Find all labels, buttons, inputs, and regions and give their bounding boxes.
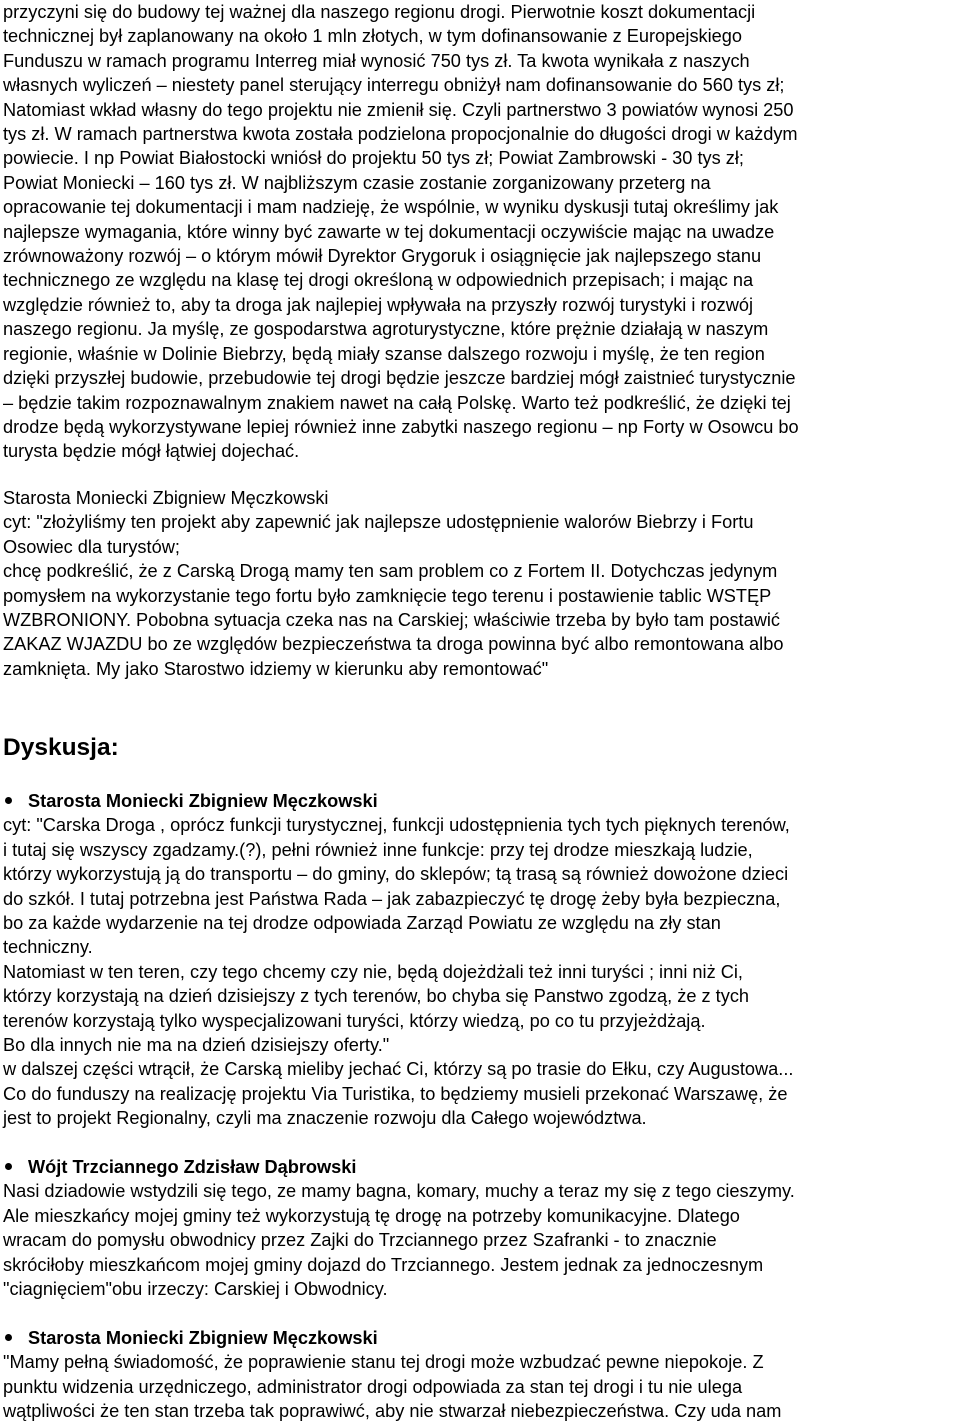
- text-line: naszego regionu. Ja myślę, ze gospodarstwa agroturystyczne, które prężnie działają w naszym: [3, 319, 769, 340]
- speaker-name: Starosta Moniecki Zbigniew Męczkowski: [28, 1328, 378, 1348]
- bullet-icon: [5, 1163, 12, 1170]
- text-line: Funduszu w ramach programu Interreg miał wynosić 750 tys zł. Ta kwota wynikała z naszych: [3, 50, 750, 71]
- bullet-speaker: [0, 789, 957, 813]
- text-line: WZBRONIONY. Pobobna sytuacja czeka nas na Carskiej; właściwie trzeba by było tam postawić: [3, 610, 780, 631]
- text-line: zrównoważony rozwój – o którym mówił Dyrektor Grygoruk i osiągnięcie jak najlepszego stanu: [3, 246, 762, 267]
- text-line: którzy korzystają na dzień dzisiejszy z tych terenów, bo chyba się Panstwo zgodzą, że z tych: [3, 986, 750, 1007]
- speaker-name: Starosta Moniecki Zbigniew Męczkowski: [3, 488, 329, 508]
- entry-text: [0, 1179, 957, 1301]
- text-line: przyczyni się do budowy tej ważnej dla naszego regionu drogi. Pierwotnie koszt dokumentacji: [3, 2, 756, 22]
- text-line: Powiat Moniecki – 160 tys zł. W najbliższym czasie zostanie zorganizowany przeterg na: [3, 172, 711, 193]
- text-line: techniczny.: [3, 937, 93, 958]
- text-line: "Mamy pełną świadomość, że poprawienie stanu tej drogi może wzbudzać pewne niepokoje. Z: [3, 1352, 764, 1373]
- text-line: do szkół. I tutaj potrzebna jest Państwa Rada – jak zabazpieczyć tę drogę żeby była bezpieczna,: [3, 888, 781, 909]
- text-line: ZAKAZ WJAZDU bo ze względów bezpieczeństwa ta droga powinna być albo remontowana albo: [3, 634, 784, 655]
- entry-text: [0, 1350, 957, 1423]
- text-line: cyt: "Carska Droga , oprócz funkcji turystycznej, funkcji udostępnienia tych tych pięknych terenów,: [3, 815, 790, 836]
- text-line: – będzie takim rozpoznawalnym znakiem nawet na całą Polskę. Warto też podkreślić, że dzięki tej: [3, 392, 791, 413]
- bullet-speaker: [0, 1155, 957, 1179]
- text-line: pomysłem na wykorzystanie tego fortu było zamknięcie tego terenu i postawienie tablic WSTĘP: [3, 585, 772, 606]
- text-line: powiecie. I np Powiat Białostocki wniósł do projektu 50 tys zł; Powiat Zambrowski - 30 tys zł;: [3, 148, 744, 169]
- text-line: tys zł. W ramach partnerstwa kwota została podzielona propocjonalnie do długości drogi w każdym: [3, 124, 798, 145]
- intro-paragraph: [3, 0, 957, 464]
- text-line: Nasi dziadowie wstydzili się tego, ze mamy bagna, komary, muchy a teraz my się z tego cieszymy.: [3, 1181, 795, 1202]
- text-line: wracam do pomysłu obwodnicy przez Zajki do Trzciannego przez Szafranki - to znacznie: [3, 1230, 717, 1251]
- statement-text: [3, 510, 957, 681]
- bullet-speaker: [0, 1326, 957, 1350]
- text-line: Natomiast w ten teren, czy tego chcemy czy nie, będą dojeżdżali też inni turyści ; inni niż Ci,: [3, 961, 743, 982]
- text-line: zamknięta. My jako Starostwo idziemy w kierunku aby remontować": [3, 658, 549, 679]
- text-line: drodze będą wykorzystywane lepiej również inne zabytki naszego regionu – np Forty w Osowcu bo: [3, 416, 799, 437]
- discussion-entry: [0, 1326, 957, 1424]
- discussion-entry: [0, 789, 957, 1131]
- text-line: skróciłoby mieszkańcom mojej gminy dojazd do Trzciannego. Jestem jednak za jednoczesnym: [3, 1254, 764, 1275]
- entry-text: [0, 813, 957, 1130]
- text-line: jest to projekt Regionalny, czyli ma znaczenie rozwoju dla Całego województwa.: [3, 1108, 647, 1129]
- speaker-name: Wójt Trzciannego Zdzisław Dąbrowski: [28, 1157, 357, 1177]
- text-line: własnych wyliczeń – niestety panel sterujący interregu obniżył nam dofinansowanie do 560 tys zł;: [3, 75, 785, 96]
- text-line: technicznego ze względu na klasę tej drogi określoną w odpowiednich przepisach; i mając na: [3, 270, 754, 291]
- text-line: Natomiast wkład własny do tego projektu nie zmienił się. Czyli partnerstwo 3 powiatów wynosi 250: [3, 99, 794, 120]
- text-line: którzy wykorzystują ją do transportu – do gminy, do sklepów; tą trasą są również dowożone dzieci: [3, 864, 789, 885]
- text-line: i tutaj się wszyscy zgadzamy.(?), pełni również inne funkcje: przy tej drodze mieszkają ludzie,: [3, 839, 753, 860]
- text-line: względzie również to, aby ta droga jak najlepiej wpływała na przyszły rozwój turystyki i rozwój: [3, 294, 754, 315]
- text-line: terenów korzystają tylko wyspecjalizowani turyści, którzy wiedzą, po co tu przyjeżdżają.: [3, 1010, 706, 1031]
- text-line: Bo dla innych nie ma na dzień dzisiejszy oferty.": [3, 1035, 390, 1056]
- text-line: Co do funduszy na realizację projektu Via Turistika, to będziemy musieli przekonać Warszawę, że: [3, 1083, 788, 1104]
- text-line: chcę podkreślić, że z Carską Drogą mamy ten sam problem co z Fortem II. Dotychczas jedynym: [3, 561, 778, 582]
- speaker-name: Starosta Moniecki Zbigniew Męczkowski: [28, 791, 378, 811]
- bullet-icon: [5, 797, 12, 804]
- bullet-icon: [5, 1334, 12, 1341]
- text-line: wątpliwości że ten stan trzeba tak poprawiwć, aby nie stwarzał niebezpieczeństwa. Czy uda nam: [3, 1401, 782, 1422]
- text-line: technicznej był zaplanowany na około 1 mln złotych, w tym dofinansowanie z Europejskiego: [3, 26, 743, 47]
- text-line: cyt: "złożyliśmy ten projekt aby zapewnić jak najlepsze udostępnienie walorów Biebrzy i Fortu: [3, 512, 754, 533]
- text-line: regionie, właśnie w Dolinie Biebrzy, będą miały szanse dalszego rozwoju i myślę, że ten region: [3, 343, 765, 364]
- text-line: Osowiec dla turystów;: [3, 536, 180, 557]
- text-line: najlepsze wymagania, które winny być zawarte w tej dokumentacji oczywiście mając na uwadze: [3, 221, 775, 242]
- text-line: turysta będzie mógł łątwiej dojechać.: [3, 441, 300, 462]
- text-line: Ale mieszkańcy mojej gminy też wykorzystują tę drogę na potrzeby komunikacyjne. Dlatego: [3, 1205, 740, 1226]
- statement-block: [3, 486, 957, 681]
- text-line: punktu widzenia urzędniczego, administrator drogi odpowiada za stan tej drogi i tu nie ulega: [3, 1376, 743, 1397]
- text-line: dzięki przyszłej budowie, przebudowie tej drogi będzie jeszcze bardziej mógł zaistnieć turystycznie: [3, 368, 796, 389]
- discussion-entry: [0, 1155, 957, 1301]
- text-line: opracowanie tej dokumentacji i mam nadzieję, że wspólnie, w wyniku dyskusji tutaj określimy jak: [3, 197, 779, 218]
- text-line: "ciagnięciem"obu irzeczy: Carskiej i Obwodnicy.: [3, 1279, 388, 1300]
- text-line: w dalszej części wtrącił, że Carską mieliby jechać Ci, którzy są po trasie do Ełku, czy Augustowa...: [3, 1059, 794, 1080]
- text-line: bo za każde wydarzenie na tej drodze odpowiada Zarząd Powiatu ze względu na zły stan: [3, 913, 721, 934]
- discussion-heading: Dyskusja:: [3, 734, 119, 761]
